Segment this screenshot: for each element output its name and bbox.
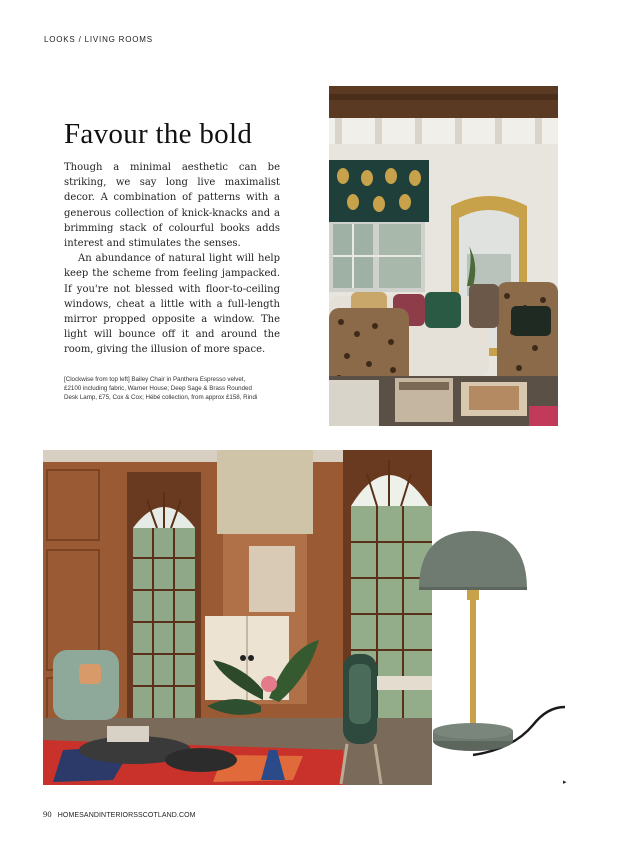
living-room-photo: [329, 86, 558, 426]
salon-illustration: [43, 450, 432, 785]
image-caption: [Clockwise from top left] Bailey Chair in Panthera Espresso velvet, £2100 including fabric, Warner House; Deep Sage & Brass Rounded Desk Lamp, £75, Cox & Cox; Hébé collection, from approx £158, Rindi: [64, 376, 258, 401]
desk-lamp-illustration: [405, 515, 565, 765]
page-footer: [43, 809, 196, 819]
footer-website: HOMESANDINTERIORSSCOTLAND.COM: [57, 812, 196, 819]
page-number: 90: [43, 809, 52, 819]
desk-lamp-photo: [405, 515, 565, 765]
article-body: [64, 160, 280, 358]
salon-photo: [43, 450, 432, 785]
article-paragraph-2: An abundance of natural light will help keep the scheme from feeling jampacked. If you're not blessed with floor-to-ceiling windows, cheat a little with a full-length mirror propped opposite a window. The light will bounce off it and around the room, giving the illusion of more space.: [64, 253, 280, 356]
next-page-arrow-icon[interactable]: ▸: [563, 778, 567, 786]
article-title: Favour the bold: [64, 118, 253, 150]
section-label: LOOKS / LIVING ROOMS: [44, 35, 153, 44]
living-room-illustration: [329, 86, 558, 426]
article-paragraph-1: Though a minimal aesthetic can be striking, we say long live maximalist decor. A combination of patterns with a generous collection of knick-knacks and a brimming stack of colourful books adds interest and stimulates the senses.: [64, 162, 280, 250]
